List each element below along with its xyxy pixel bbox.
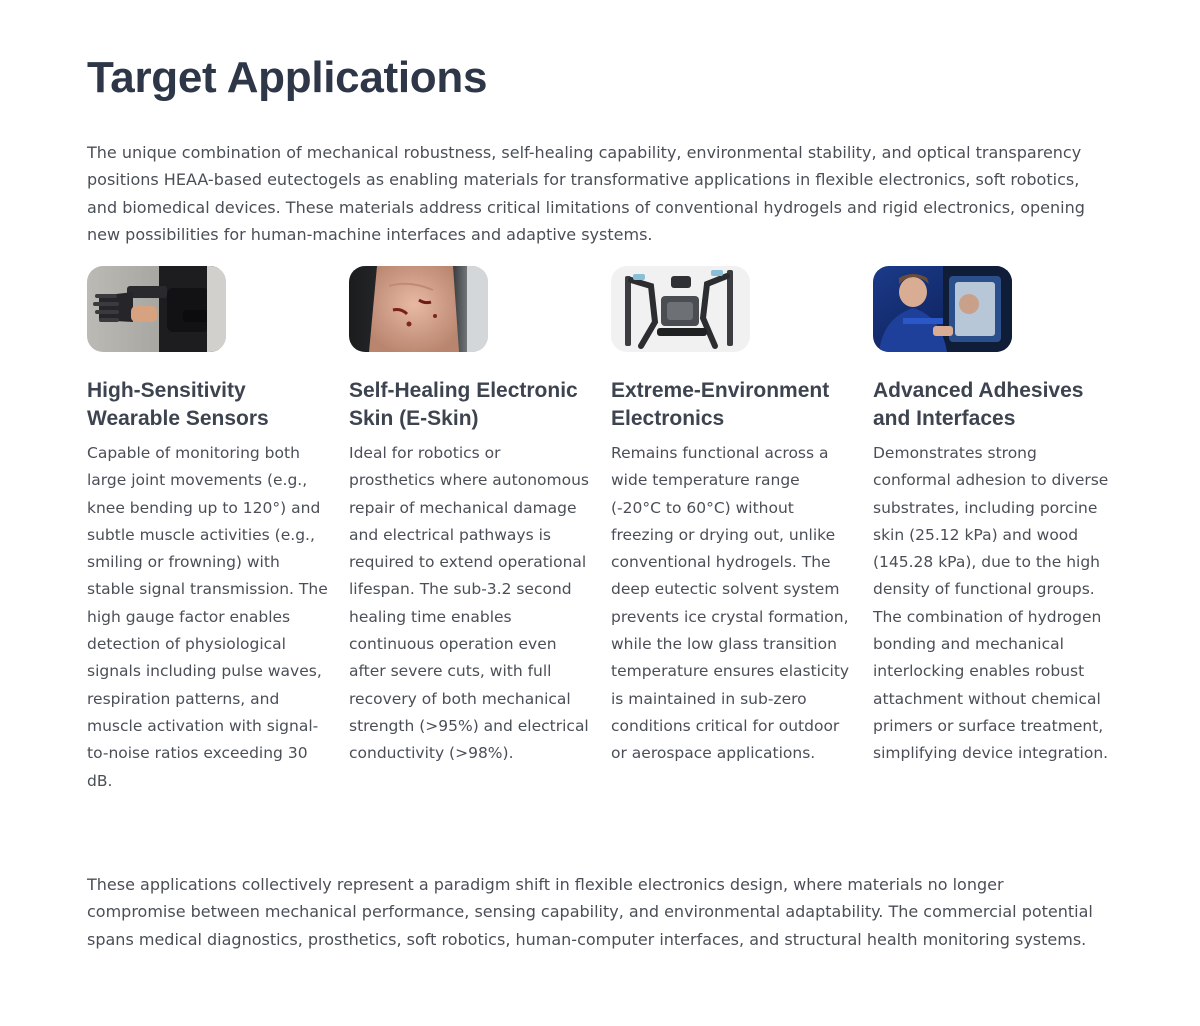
application-card-extreme-environment: [611, 266, 851, 763]
card-description: Capable of monitoring both large joint movements (e.g., knee bending up to 120°) and subtle muscle activities (e.g., smiling or frowning) with stable signal transmission. The high gauge factor enables detection of physiological signals including pulse waves, respiration patterns, and muscle activation with signal-to-noise ratios exceeding 30 dB.: [87, 444, 328, 790]
card-title: Self-Healing Electronic Skin (E-Skin): [349, 379, 578, 430]
card-title: Extreme-Environment Electronics: [611, 379, 830, 430]
card-description: Demonstrates strong conformal adhesion to diverse substrates, including porcine skin (25.12 kPa) and wood (145.28 kPa), due to the high density of functional groups. The combination of hydrogen bonding and mechanical interlocking enables robust attachment without chemical primers or surface treatment, simplifying device integration.: [873, 444, 1109, 763]
application-card-adhesives: [873, 266, 1113, 763]
robotic-hand-image: [87, 266, 226, 352]
intro-paragraph: The unique combination of mechanical robustness, self-healing capability, environmental stability, and optical transparency positions HEAA-based eutectogels as enabling materials for transformative applications in flexible electronics, soft robotics, and biomedical devices. These materials address critical limitations of conventional hydrogels and rigid electronics, opening new possibilities for human-machine interfaces and adaptive systems.: [87, 143, 1085, 244]
exoskeleton-image: [611, 266, 750, 352]
card-title: Advanced Adhesives and Interfaces: [873, 379, 1084, 430]
application-card-wearable-sensors: [87, 266, 328, 790]
card-description: Remains functional across a wide temperature range (-20°C to 60°C) without freezing or drying out, unlike conventional hydrogels. The deep eutectic solvent system prevents ice crystal formation, while the low glass transition temperature ensures elasticity is maintained in sub-zero conditions critical for outdoor or aerospace applications.: [611, 444, 850, 763]
application-cards: [87, 266, 1117, 856]
engineer-at-screen-image: [873, 266, 1012, 352]
closing-paragraph: These applications collectively represent a paradigm shift in flexible electronics design, where materials no longer compromise between mechanical performance, sensing capability, and environmental adaptability. The commercial potential spans medical diagnostics, prosthetics, soft robotics, human-computer interfaces, and structural health monitoring systems.: [87, 875, 1093, 949]
application-card-e-skin: [349, 266, 589, 763]
card-title: High-Sensitivity Wearable Sensors: [87, 379, 269, 430]
card-description: Ideal for robotics or prosthetics where autonomous repair of mechanical damage and electrical pathways is required to extend operational lifespan. The sub-3.2 second healing time enables continuous operation even after severe cuts, with full recovery of both mechanical strength (>95%) and electrical conductivity (>98%).: [349, 444, 589, 763]
page-title: Target Applications: [87, 53, 488, 102]
injured-hand-image: [349, 266, 488, 352]
